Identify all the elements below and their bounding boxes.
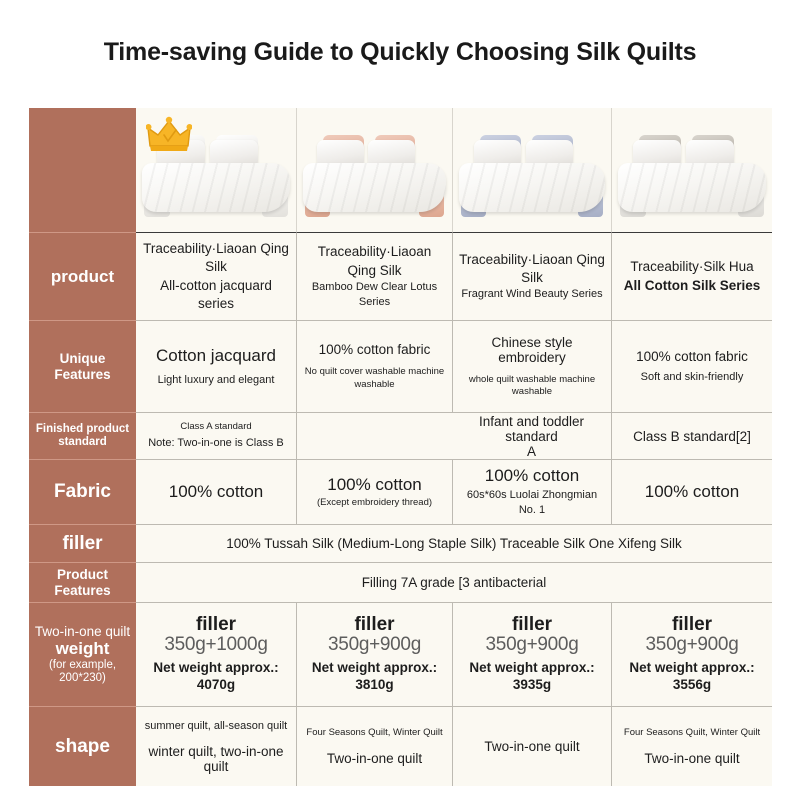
unique-main: Cotton jacquard: [155, 345, 277, 365]
weight-title: filler: [511, 614, 553, 636]
row-label-finished-standard: [29, 413, 136, 460]
standard-sub: Note: Two-in-one is Class B: [148, 437, 284, 450]
weight-net: Net weight approx.: 3810g: [311, 659, 438, 693]
unique-features-cell-3: [452, 321, 611, 413]
product-name-line1: Traceability·Liaoan Qing Silk: [317, 244, 432, 278]
row-label-weight-line3: (for example, 200*230): [48, 658, 117, 685]
row-label-product-text: product: [50, 266, 115, 286]
standard-main: Class B standard[2]: [633, 428, 751, 444]
row-label-finished-standard-text: Finished product standard: [35, 422, 130, 448]
row-label-fabric: [29, 460, 136, 525]
product-name-line2: All Cotton Silk Series: [623, 277, 761, 293]
unique-sub: whole quilt washable machine washable: [468, 373, 596, 397]
row-label-product-features: [29, 563, 136, 603]
weight-value: 350g+900g: [645, 633, 739, 655]
crown-icon: [146, 116, 192, 154]
product-image-cell-3: [452, 108, 611, 233]
unique-features-cell-1: [136, 321, 296, 413]
fabric-main: 100% cotton: [484, 466, 580, 486]
unique-main: 100% cotton fabric: [636, 348, 748, 364]
bed-illustration-4: [612, 108, 772, 232]
product-name-line1: Traceability·Liaoan Qing Silk: [143, 241, 289, 275]
weight-value: 350g+900g: [485, 633, 579, 655]
unique-sub: No quilt cover washable machine washable: [304, 366, 445, 390]
page-title: Time-saving Guide to Quickly Choosing Silk Quilts: [103, 38, 697, 66]
shape-line2: winter quilt, two-in-one quilt: [148, 743, 284, 774]
product-name-line2: All-cotton jacquard series: [160, 277, 272, 311]
weight-cell-3: [452, 603, 611, 707]
row-label-weight: [29, 603, 136, 707]
weight-title: filler: [671, 614, 713, 636]
product-cell-2: [296, 233, 452, 321]
product-image-cell-1: [136, 108, 296, 233]
weight-value: 350g+1000g: [164, 633, 268, 655]
product-name-line2: Fragrant Wind Beauty Series: [461, 288, 603, 301]
row-label-shape: [29, 707, 136, 786]
shape-cell-3: [452, 707, 611, 786]
row-label-images: [29, 108, 136, 233]
product-features-cell-merged: [136, 563, 772, 603]
product-name-line1: Traceability·Liaoan Qing Silk: [459, 251, 605, 286]
weight-title: filler: [195, 614, 237, 636]
unique-sub: Soft and skin-friendly: [640, 370, 744, 383]
row-label-weight-line1: Two-in-one quilt: [34, 623, 131, 639]
shape-line1: summer quilt, all-season quilt: [144, 720, 288, 733]
filler-merged-text: 100% Tussah Silk (Medium-Long Staple Silk) Traceable Silk One Xifeng Silk: [226, 536, 682, 551]
bed-illustration-3: [453, 108, 611, 232]
fabric-cell-1: [136, 460, 296, 525]
comparison-table: [29, 108, 772, 786]
fabric-sub: 60s*60s Luolai Zhongmian No. 1: [466, 489, 598, 516]
product-cell-1: [136, 233, 296, 321]
standard-main: Class A standard: [180, 420, 252, 432]
row-label-product: [29, 233, 136, 321]
weight-net: Net weight approx.: 3556g: [629, 659, 755, 693]
shape-line2: Two-in-one quilt: [326, 751, 423, 767]
standard-cell-2: [296, 413, 452, 460]
weight-cell-4: [611, 603, 772, 707]
weight-title: filler: [354, 614, 395, 636]
product-image-cell-2: [296, 108, 452, 233]
shape-cell-1: [136, 707, 296, 786]
standard-merged-main: Infant and toddler standard: [478, 413, 585, 444]
product-cell-4: [611, 233, 772, 321]
fabric-cell-4: [611, 460, 772, 525]
standard-cell-4: [611, 413, 772, 460]
shape-line2: Two-in-one quilt: [644, 751, 740, 767]
product-cell-3: [452, 233, 611, 321]
row-label-unique-features-text: Unique Features: [54, 350, 111, 382]
unique-main: Chinese style embroidery: [491, 334, 573, 365]
row-label-filler-text: filler: [62, 532, 103, 554]
standard-merged-sub: A: [526, 443, 536, 459]
weight-net: Net weight approx.: 3935g: [469, 659, 595, 693]
standard-cell-merged-center: [452, 413, 611, 460]
weight-value: 350g+900g: [328, 633, 421, 655]
filler-cell-merged: [136, 525, 772, 563]
fabric-main: 100% cotton: [168, 482, 264, 501]
shape-cell-2: [296, 707, 452, 786]
standard-cell-1: [136, 413, 296, 460]
weight-cell-2: [296, 603, 452, 707]
product-name-line1: Traceability·Silk Hua: [630, 259, 754, 275]
unique-features-cell-2: [296, 321, 452, 413]
product-image-cell-4: [611, 108, 772, 233]
unique-sub: Light luxury and elegant: [157, 373, 275, 386]
product-name-line2: Bamboo Dew Clear Lotus Series: [311, 280, 438, 308]
fabric-main: 100% cotton: [327, 474, 422, 494]
shape-line2: Two-in-one quilt: [484, 739, 580, 754]
row-label-shape-text: shape: [55, 735, 110, 757]
shape-line1: Four Seasons Quilt, Winter Quilt: [623, 726, 761, 738]
shape-line1: Four Seasons Quilt, Winter Quilt: [306, 726, 443, 738]
product-features-merged-text: Filling 7A grade [3 antibacterial: [361, 575, 547, 590]
weight-net: Net weight approx.: 4070g: [153, 659, 279, 693]
row-label-weight-line2: weight: [55, 639, 110, 659]
row-label-unique-features: [29, 321, 136, 413]
unique-main: 100% cotton fabric: [318, 342, 431, 358]
fabric-sub: (Except embroidery thread): [316, 496, 433, 508]
row-label-product-features-text: Product Features: [54, 566, 111, 598]
shape-cell-4: [611, 707, 772, 786]
unique-features-cell-4: [611, 321, 772, 413]
row-label-filler: [29, 525, 136, 563]
row-label-fabric-text: Fabric: [53, 481, 112, 503]
fabric-cell-3: [452, 460, 611, 525]
weight-cell-1: [136, 603, 296, 707]
fabric-main: 100% cotton: [644, 482, 740, 501]
bed-illustration-2: [297, 108, 452, 232]
fabric-cell-2: [296, 460, 452, 525]
